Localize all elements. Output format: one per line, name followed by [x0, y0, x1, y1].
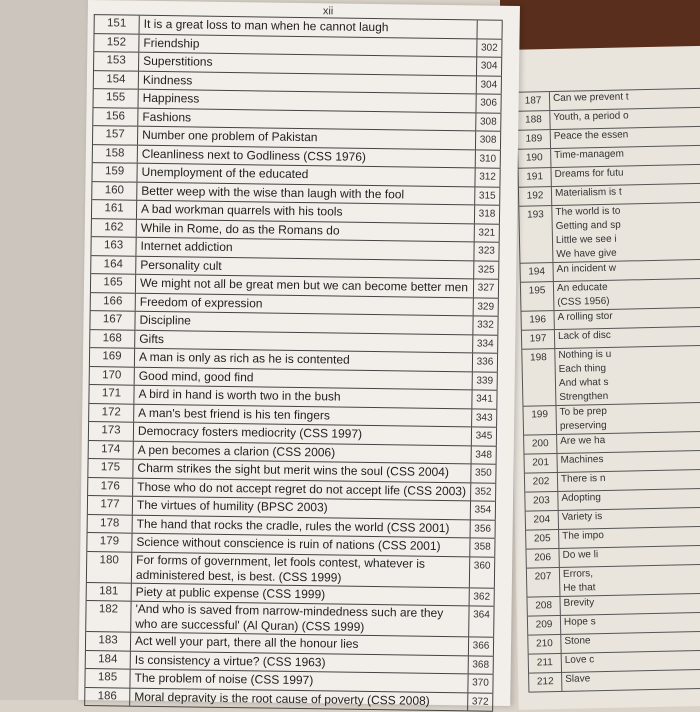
entry-page: 302 — [477, 39, 502, 57]
entry-title: A man is only as rich as he is contented — [135, 349, 473, 371]
entry-title: Number one problem of Pakistan — [138, 127, 476, 149]
entry-title: Freedom of expression — [136, 293, 474, 315]
entry-title: Slave — [565, 673, 591, 685]
entry-title: Kindness — [139, 71, 477, 93]
entry-page: 341 — [472, 390, 497, 408]
entry-title: Dreams for futu — [554, 167, 624, 180]
background-left — [0, 0, 90, 700]
entry-page: 334 — [473, 335, 498, 353]
entry-title: Time-managem — [554, 148, 624, 161]
entry-number: 177 — [88, 496, 133, 514]
entry-number: 164 — [91, 256, 136, 274]
entry-number: 153 — [94, 52, 139, 70]
entry-title: Superstitions — [139, 53, 477, 75]
entry-number: 182 — [86, 601, 131, 632]
right-toc-row — [522, 345, 700, 407]
entry-title: Unemployment of the educated — [137, 164, 475, 186]
entry-number: 189 — [518, 130, 551, 149]
entry-title: Democracy fosters mediocrity (CSS 1997) — [134, 423, 472, 445]
entry-page: 327 — [474, 279, 499, 297]
entry-number: 163 — [91, 237, 136, 255]
entry-number: 202 — [525, 473, 558, 492]
entry-page: 372 — [468, 693, 493, 711]
page-number: xii — [322, 5, 334, 18]
entry-title: Happiness — [139, 90, 477, 112]
entry-number: 157 — [93, 126, 138, 144]
entry-number: 203 — [525, 492, 558, 511]
entry-page: 356 — [471, 520, 496, 538]
entry-title: A rolling stor — [557, 310, 613, 323]
entry-page: 350 — [471, 464, 496, 482]
entry-page: 312 — [475, 168, 500, 186]
entry-page: 370 — [468, 674, 493, 692]
entry-page: 358 — [470, 538, 495, 556]
entry-title: Internet addiction — [136, 238, 474, 260]
entry-page: 310 — [476, 150, 501, 168]
entry-page: 366 — [469, 637, 494, 655]
entry-number: 154 — [94, 71, 139, 89]
entry-title: An educate (CSS 1956) — [556, 281, 610, 308]
entry-number: 151 — [95, 15, 140, 33]
entry-title: The world is to Getting and sp Little we see i We have give — [555, 205, 621, 260]
entry-page: 329 — [474, 298, 499, 316]
entry-page: 304 — [477, 76, 502, 94]
entry-number: 186 — [85, 688, 130, 706]
entry-number: 198 — [522, 349, 556, 406]
entry-number: 209 — [528, 616, 561, 635]
entry-number: 176 — [88, 478, 133, 496]
entry-title: A man's best friend is his ten fingers — [134, 404, 472, 426]
entry-number: 172 — [89, 404, 134, 422]
entry-number: 205 — [526, 530, 559, 549]
entry-number: 188 — [517, 111, 550, 130]
entry-page: 362 — [470, 588, 495, 606]
entry-number: 184 — [86, 651, 131, 669]
entry-title: Are we ha — [560, 434, 606, 447]
entry-page: 323 — [474, 242, 499, 260]
entry-title: Charm strikes the sight but merit wins the soul (CSS 2004) — [133, 460, 471, 482]
entry-number: 187 — [517, 92, 550, 111]
right-toc-row — [521, 278, 700, 312]
entry-title: It is a great loss to man when he cannot laugh — [140, 16, 478, 38]
entry-title: Love c — [564, 654, 595, 666]
entry-page: 364 — [469, 606, 494, 636]
entry-title: There is n — [560, 472, 606, 485]
entry-number: 170 — [90, 367, 135, 385]
entry-title: Machines — [560, 454, 604, 466]
entry-page: 332 — [473, 316, 498, 334]
entry-title: Cleanliness next to Godliness (CSS 1976) — [138, 145, 476, 167]
entry-number: 168 — [90, 330, 135, 348]
entry-number: 179 — [87, 533, 132, 551]
entry-title: Is consistency a virtue? (CSS 1963) — [131, 651, 469, 673]
entry-title: Science without conscience is ruin of nations (CSS 2001) — [132, 534, 470, 556]
left-page — [78, 0, 520, 706]
entry-title: Brevity — [563, 597, 595, 609]
entry-number: 196 — [521, 311, 554, 330]
entry-page: 345 — [472, 427, 497, 445]
entry-title: Those who do not accept regret do not accept life (CSS 2003) — [133, 478, 471, 500]
entry-title: A bad workman quarrels with his tools — [137, 201, 475, 223]
right-toc-row — [519, 202, 700, 264]
entry-number: 207 — [527, 568, 561, 597]
contents-table — [84, 14, 503, 712]
entry-number: 165 — [91, 274, 136, 292]
entry-title: The impo — [562, 530, 604, 542]
entry-number: 185 — [85, 669, 130, 687]
entry-number: 180 — [87, 552, 132, 583]
entry-title: Gifts — [135, 330, 473, 352]
entry-number: 211 — [529, 654, 562, 673]
entry-title: Variety is — [561, 511, 603, 523]
entry-title: 'And who is saved from narrow-mindedness such are they who are successful' (Al Quran) (CSS 1999) — [131, 602, 469, 637]
entry-page: 308 — [476, 113, 501, 131]
entry-number: 193 — [519, 206, 553, 263]
entry-page: 368 — [469, 656, 494, 674]
entry-number: 167 — [90, 311, 135, 329]
entry-number: 183 — [86, 632, 131, 650]
entry-title: Youth, a period o — [553, 110, 629, 123]
entry-title: Stone — [564, 635, 591, 647]
entry-number: 195 — [521, 282, 555, 311]
entry-title: Piety at public expense (CSS 1999) — [132, 583, 470, 605]
entry-title: Can we prevent t — [552, 91, 629, 105]
entry-number: 166 — [91, 293, 136, 311]
entry-number: 208 — [527, 597, 560, 616]
entry-title: Personality cult — [136, 256, 474, 278]
entry-number: 152 — [94, 34, 139, 52]
entry-number: 200 — [524, 435, 557, 454]
entry-title: Materialism is t — [554, 186, 622, 199]
entry-number: 175 — [88, 459, 133, 477]
entry-number: 161 — [92, 200, 137, 218]
entry-page: 325 — [474, 261, 499, 279]
right-toc-row — [529, 669, 700, 693]
entry-number: 192 — [519, 187, 552, 206]
entry-title: Do we li — [562, 549, 599, 561]
entry-page: 304 — [477, 57, 502, 75]
entry-number: 162 — [92, 219, 137, 237]
entry-page: 339 — [473, 372, 498, 390]
entry-number: 199 — [523, 406, 557, 435]
entry-title: A pen becomes a clarion (CSS 2006) — [134, 441, 472, 463]
entry-title: Errors, He that — [562, 568, 596, 594]
entry-page: 308 — [476, 131, 501, 149]
entry-number: 158 — [93, 145, 138, 163]
entry-title: Fashions — [138, 108, 476, 130]
entry-number: 159 — [92, 163, 137, 181]
right-toc-row — [523, 402, 700, 436]
entry-title: Better weep with the wise than laugh with the fool — [137, 182, 475, 204]
entry-page: 321 — [475, 224, 500, 242]
entry-number: 156 — [93, 108, 138, 126]
entry-title: The virtues of humility (BPSC 2003) — [133, 497, 471, 519]
entry-number: 206 — [526, 549, 559, 568]
entry-page: 348 — [472, 446, 497, 464]
entry-number: 178 — [88, 515, 133, 533]
entry-page: 343 — [472, 409, 497, 427]
entry-number: 174 — [89, 441, 134, 459]
entry-page: 306 — [476, 94, 501, 112]
entry-number: 155 — [94, 89, 139, 107]
entry-title: Act well your part, there all the honour lies — [131, 633, 469, 655]
entry-number: 210 — [528, 635, 561, 654]
entry-title: For forms of government, let fools contest, whatever is administered best, is best. (CSS 1999) — [132, 552, 470, 587]
entry-title: To be prep preserving — [559, 405, 607, 432]
entry-number: 197 — [522, 330, 555, 349]
entry-title: A bird in hand is worth two in the bush — [134, 386, 472, 408]
entry-title: Peace the essen — [553, 129, 629, 142]
entry-page: 336 — [473, 353, 498, 371]
entry-title: The problem of noise (CSS 1997) — [130, 670, 468, 692]
entry-number: 173 — [89, 422, 134, 440]
entry-title: Good mind, good find — [135, 367, 473, 389]
entry-number: 201 — [524, 454, 557, 473]
entry-title: Moral depravity is the root cause of poverty (CSS 2008) — [130, 688, 468, 710]
entry-number: 194 — [520, 263, 553, 282]
entry-number: 171 — [89, 385, 134, 403]
entry-number: 169 — [90, 348, 135, 366]
entry-page: 318 — [475, 205, 500, 223]
entry-page: 315 — [475, 187, 500, 205]
entry-number: 204 — [526, 511, 559, 530]
entry-number: 212 — [529, 673, 562, 692]
right-contents-table — [516, 87, 700, 692]
entry-title: Nothing is u Each thing And what s Strengthen — [558, 348, 612, 403]
entry-title: While in Rome, do as the Romans do — [137, 219, 475, 241]
entry-title: The hand that rocks the cradle, rules the world (CSS 2001) — [133, 515, 471, 537]
right-page — [505, 46, 700, 710]
entry-title: Hope s — [563, 616, 596, 628]
entry-title: Adopting — [561, 492, 601, 504]
entry-number: 190 — [518, 149, 551, 168]
entry-number: 160 — [92, 182, 137, 200]
entry-page: 352 — [471, 483, 496, 501]
entry-title: We might not all be great men but we can become better men — [136, 275, 474, 297]
entry-title: Friendship — [139, 34, 477, 56]
entry-page: 360 — [470, 557, 495, 587]
entry-number: 191 — [518, 168, 551, 187]
entry-page — [478, 20, 503, 38]
entry-number: 181 — [87, 583, 132, 601]
entry-title: Lack of disc — [557, 329, 611, 342]
entry-title: Discipline — [135, 312, 473, 334]
entry-title: An incident w — [556, 262, 617, 275]
entry-page: 354 — [471, 501, 496, 519]
right-toc-row — [527, 564, 700, 598]
